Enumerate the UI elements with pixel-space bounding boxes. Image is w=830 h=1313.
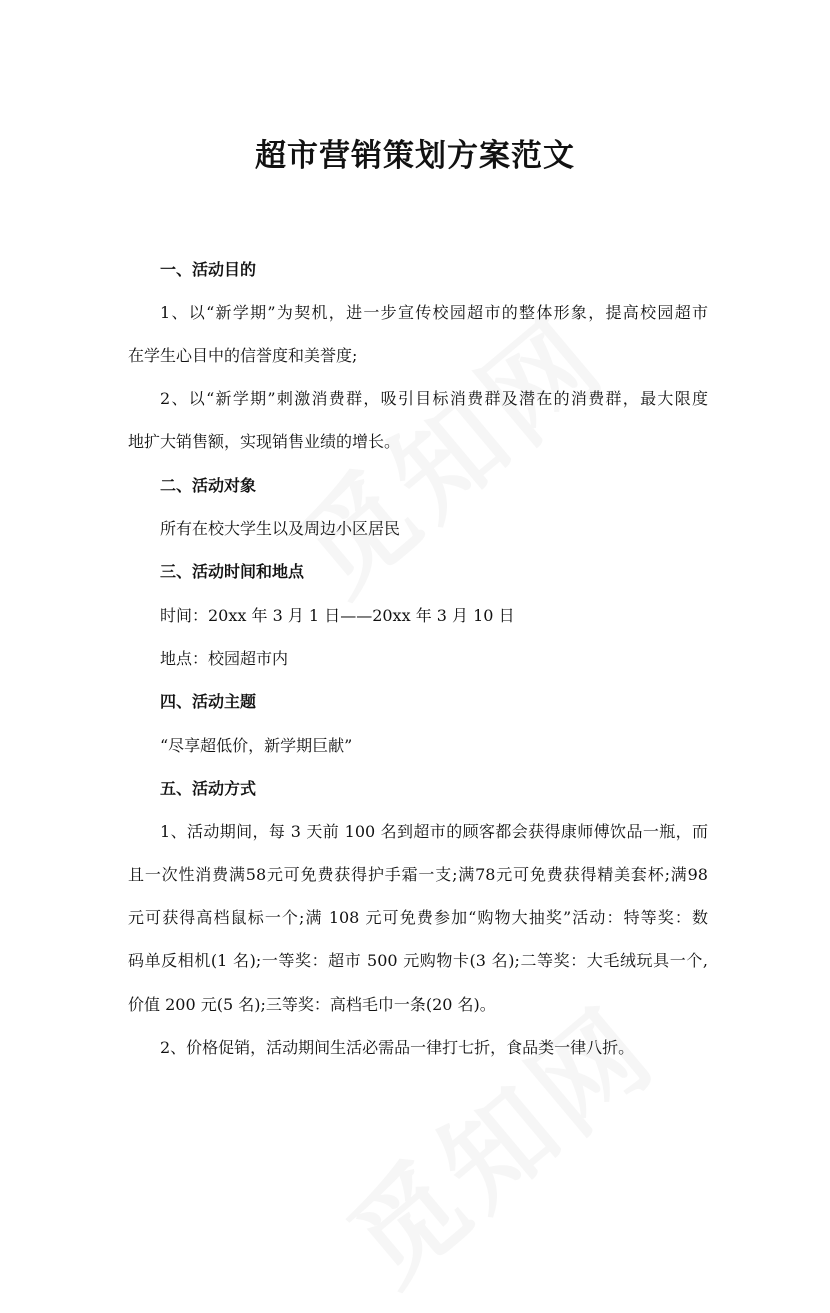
- paragraph-line: 元可获得高档鼠标一个;满 108 元可免费参加“购物大抽奖”活动：特等奖：数: [128, 908, 708, 927]
- paragraph-line: 且一次性消费满58元可免费获得护手霜一支;满78元可免费获得精美套杯;满98: [128, 865, 708, 884]
- paragraph-line: 码单反相机(1 名);一等奖：超市 500 元购物卡(3 名);二等奖：大毛绒玩具一个,: [128, 951, 708, 970]
- paragraph-line: 2、以“新学期”刺激消费群，吸引目标消费群及潜在的消费群，最大限度: [160, 389, 708, 408]
- paragraph-line: 在学生心目中的信誉度和美誉度;: [128, 346, 358, 365]
- section-heading-method: 五、活动方式: [160, 779, 257, 798]
- paragraph-line: 地扩大销售额，实现销售业绩的增长。: [128, 432, 401, 451]
- paragraph-line: 地点：校园超市内: [160, 649, 289, 668]
- paragraph-line: 1、活动期间，每 3 天前 100 名到超市的顾客都会获得康师傅饮品一瓶，而: [160, 822, 708, 841]
- watermark: [311, 965, 684, 1313]
- section-heading-audience: 二、活动对象: [160, 476, 257, 495]
- section-heading-purpose: 一、活动目的: [160, 260, 257, 279]
- section-heading-time-place: 三、活动时间和地点: [160, 562, 305, 581]
- document-title: 超市营销策划方案范文: [255, 138, 575, 174]
- paragraph-line: 时间：20xx 年 3 月 1 日——20xx 年 3 月 10 日: [160, 606, 515, 625]
- paragraph-line: 价值 200 元(5 名);三等奖：高档毛巾一条(20 名)。: [128, 995, 496, 1014]
- paragraph-line: 1、以“新学期”为契机，进一步宣传校园超市的整体形象，提高校园超市: [160, 303, 708, 322]
- paragraph-line: 2、价格促销，活动期间生活必需品一律打七折，食品类一律八折。: [160, 1038, 635, 1057]
- paragraph-line: “尽享超低价，新学期巨献”: [160, 736, 353, 755]
- section-heading-theme: 四、活动主题: [160, 692, 257, 711]
- paragraph-line: 所有在校大学生以及周边小区居民: [160, 519, 401, 538]
